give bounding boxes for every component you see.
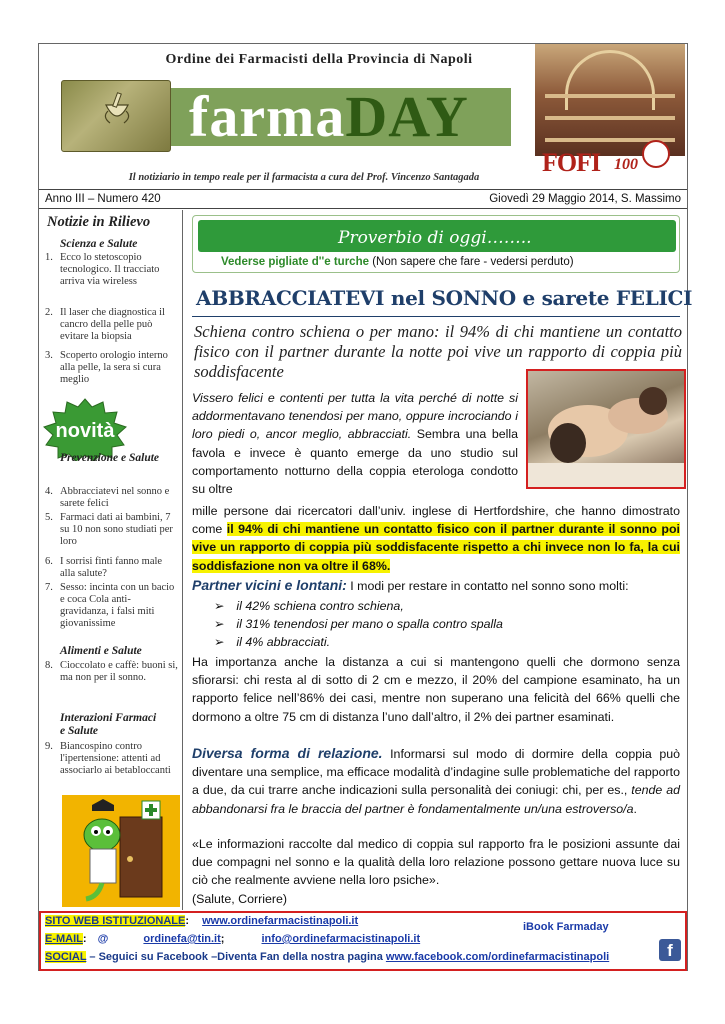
proverb-title: Proverbio di oggi…….. xyxy=(338,228,532,248)
article-distance: Ha importanza anche la distanza a cui si mantengono quelli che dormono senza sfiorarsi: chi resta al di sotto di 2 cm e mezzo, il 20% del campione esaminato, ha un rapporto felice nell’86% dei casi, mentre non superano una felicità del 66% quelli che dormono a oltre 75 cm di distanza l’uno dall’altro, il 2% dei partner esaminati. xyxy=(192,655,680,724)
issue-date: Giovedì 29 Maggio 2014, S. Massimo xyxy=(489,193,681,205)
bullet-1: ➢ il 42% schiena contro schiena, xyxy=(214,599,404,613)
article-intro: Vissero felici e contenti per tutta la vita perché di notte si addormentavano tenendosi per mano, oppure incrociando i loro piedi o, ancor meglio, abbracciati. Sembra una bella favola e invece è quanto emerge da uno studio sul comportamento notturno della coppia eterologa condotto su oltre xyxy=(192,391,518,497)
email-link-2[interactable]: info@ordinefarmacistinapoli.it xyxy=(261,933,421,945)
sidebar-item-6[interactable]: 6. I sorrisi finti fanno male alla salute? xyxy=(45,556,163,579)
social-label: SOCIAL xyxy=(45,951,87,963)
brand-left: farma xyxy=(189,84,346,149)
facebook-link[interactable]: www.facebook.com/ordinefarmacistinapoli xyxy=(385,951,610,963)
tagline: Il notiziario in tempo reale per il farmacista a cura del Prof. Vincenzo Santagada xyxy=(128,172,480,183)
at-icon: @ xyxy=(97,933,109,945)
sidebar-item-7[interactable]: 7. Sesso: incinta con un bacio e coca Cola anti-gravidanza, i falsi miti giovanissime xyxy=(45,582,175,629)
sidebar-item-1[interactable]: 1. Ecco lo stetoscopio tecnologico. Il tracciato arriva via wireless xyxy=(45,252,160,287)
footer-site-row: SITO WEB ISTITUZIONALE: www.ordinefarmacistinapoli.it xyxy=(45,915,359,927)
sidebar-item-4[interactable]: 4. Abbracciatevi nel sonno e sarete felici xyxy=(45,486,170,509)
masthead xyxy=(39,44,687,184)
email-label: E-MAIL xyxy=(45,933,83,945)
issue-number: Anno III – Numero 420 xyxy=(45,193,161,205)
article-source: (Salute, Corriere) xyxy=(192,892,288,906)
church-image xyxy=(535,44,685,156)
sidebar-item-5[interactable]: 5. Farmaci dati ai bambini, 7 su 10 non sono studiati per loro xyxy=(45,512,173,547)
headline-rule xyxy=(192,316,680,317)
footer-social-row: SOCIAL – Seguici su Facebook –Diventa Fan della nostra pagina www.facebook.com/ordinefarmacistinapoli xyxy=(45,951,610,963)
seal-icon xyxy=(642,140,670,168)
couple-photo xyxy=(526,369,686,489)
proverb-quote: Vederse pigliate d''e turche xyxy=(221,256,369,268)
email-link-1[interactable]: ordinefa@tin.it xyxy=(143,933,221,945)
article-subhead: Schiena contro schiena o per mano: il 94% di chi mantiene un contatto fisico con il partner durante la notte poi vive un rapporto di coppia più soddisfacente xyxy=(194,322,682,381)
article-quote: «Le informazioni raccolte dal medico di coppia sul rapporto fra le posizioni assunte dai due compagni nel sonno e la qualità della loro relazione possono gettare nuova luce su ciò che realmente avviene nella loro psiche». xyxy=(192,837,680,888)
article-headline: ABBRACCIATEVI nel SONNO e sarete FELICI xyxy=(196,286,693,310)
facebook-icon[interactable]: f xyxy=(659,939,681,961)
fofi-100: 100 xyxy=(614,156,638,173)
sidebar-section-prevenzione: Prevenzione e Salute xyxy=(60,452,160,464)
sidebar-item-2[interactable]: 2. Il laser che diagnostica il cancro della pelle può evitare la biopsia xyxy=(45,307,165,342)
highlighted-finding: il 94% di chi mantiene un contatto fisico con il partner durante il sonno poi vive un rapporto di coppia più soddisfacente rispetto a chi invece non lo fa, la cui soddisfazione non va oltre il 68%. xyxy=(192,522,680,573)
bullet-2: ➢ il 31% tenendosi per mano o spalla contro spalla xyxy=(214,617,503,631)
sidebar-item-8[interactable]: 8. Cioccolato e caffè: buoni si, ma non per il sonno. xyxy=(45,660,178,683)
sidebar-title: Notizie in Rilievo xyxy=(47,214,151,230)
pharmacist-cartoon xyxy=(62,795,180,907)
mortar-icon xyxy=(102,91,132,129)
proverb-title-bar xyxy=(198,220,676,252)
site-link[interactable]: www.ordinefarmacistinapoli.it xyxy=(202,915,359,927)
fofi-logo: FOFI xyxy=(542,148,601,177)
section-relazione: Diversa forma di relazione. Informarsi sul modo di dormire della coppia può diventare una semplice, ma efficace modalità d’indagine sulle problematiche del rapporto a due, da cui trarre anche indicazioni sulla personalità dei coniugi: chi, per es., tende ad abbandonarsi fra le braccia del partner è fondamentalmente un/una estroverso/a. xyxy=(192,745,680,816)
sidebar-section-scienza: Scienza e Salute xyxy=(60,238,138,250)
brand-logo xyxy=(189,84,469,149)
proverb-box xyxy=(192,215,680,273)
ibook-link[interactable]: iBook Farmaday xyxy=(523,921,609,933)
section-partner: Partner vicini e lontani: I modi per restare in contatto nel sonno sono molti: xyxy=(192,577,629,593)
site-label: SITO WEB ISTITUZIONALE xyxy=(45,915,186,927)
footer-email-row: E-MAIL: @ ordinefa@tin.it; info@ordinefarmacistinapoli.it xyxy=(45,933,421,945)
proverb-line xyxy=(221,256,574,268)
bullet-3: ➢ il 4% abbracciati. xyxy=(214,635,331,649)
brand-right: DAY xyxy=(345,84,469,149)
sidebar-item-3[interactable]: 3. Scoperto orologio interno alla pelle, la sera si cura meglio xyxy=(45,350,168,385)
issue-bar xyxy=(39,189,687,209)
footer-box xyxy=(39,911,687,971)
article-study: mille persone dai ricercatori dall’univ. inglese di Hertfordshire, che hanno dimostrato come il 94% di chi mantiene un contatto fisico con il partner durante il sonno poi vive un rapporto di coppia più soddisfacente rispetto a chi invece non lo fa, la cui soddisfazione non va oltre il 68%. xyxy=(192,504,680,573)
proverb-meaning: (Non sapere che fare - vedersi perduto) xyxy=(372,256,574,268)
sidebar-section-alimenti: Alimenti e Salute xyxy=(60,645,142,657)
sidebar-section-interazioni: Interazioni Farmaci e Salute xyxy=(60,712,157,737)
mortar-logo xyxy=(61,80,171,152)
org-name: Ordine dei Farmacisti della Provincia di Napoli xyxy=(165,52,473,67)
sidebar-item-9[interactable]: 9. Biancospino contro l'ipertensione: attenti ad associarlo ai betabloccanti xyxy=(45,741,171,776)
novita-label: novità xyxy=(55,420,115,442)
